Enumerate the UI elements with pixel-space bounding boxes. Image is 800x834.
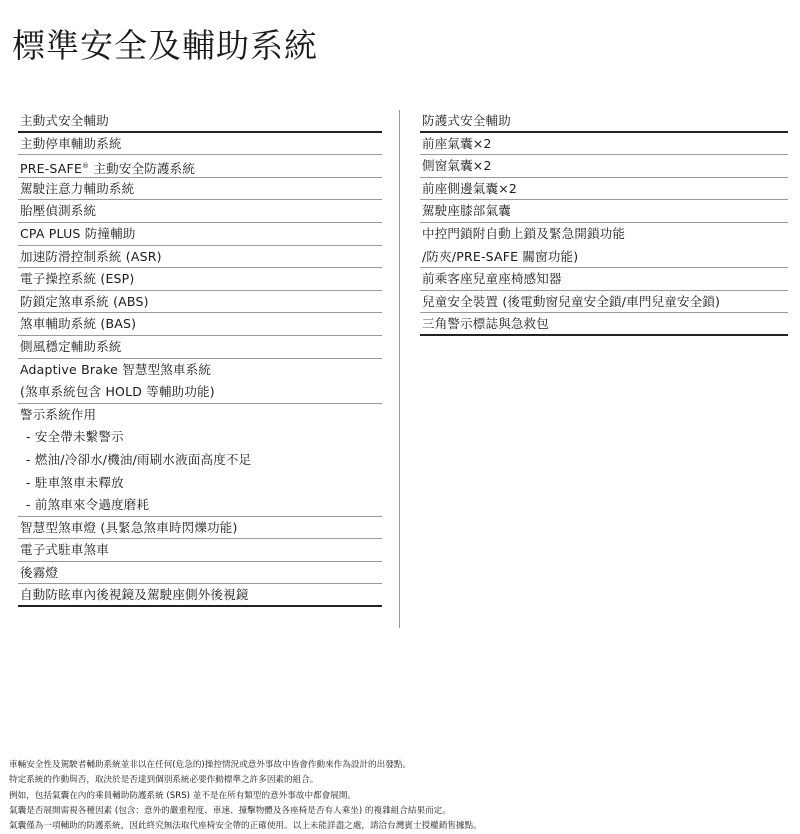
list-item: 前座側邊氣囊×2 <box>420 178 788 201</box>
page-title: 標準安全及輔助系統 <box>12 26 318 65</box>
column-divider <box>399 110 400 628</box>
list-subitem: - 燃油/冷卻水/機油/雨刷水液面高度不足 <box>26 451 252 467</box>
list-item-continued: (煞車系統包含 HOLD 等輔助功能) <box>18 381 382 404</box>
footnote-line: 氣囊是否展開需視各種因素 (包含：意外的嚴重程度、車速、撞擊物體及各座椅是否有人乘坐) 的複雜組合結果而定。 <box>9 805 451 816</box>
list-item: 煞車輔助系統 (BAS) <box>18 313 382 336</box>
list-item: 電子式駐車煞車 <box>18 539 382 562</box>
list-item: 警示系統作用 <box>20 406 97 422</box>
list-item: 加速防滑控制系統 (ASR) <box>18 246 382 269</box>
footnote-line: 例如，包括氣囊在內的乘員輔助防護系統 (SRS) 並不是在所有類型的意外事故中都會展開。 <box>9 790 357 801</box>
list-subitem: - 前煞車來令過度磨耗 <box>18 494 382 517</box>
list-item: 側風穩定輔助系統 <box>18 336 382 359</box>
footnote-line: 氣囊僅為一項輔助的防護系統，因此終究無法取代座椅安全帶的正確使用。以上未能詳盡之處，請洽台灣賓士授權銷售據點。 <box>9 821 482 832</box>
list-item: 胎壓偵測系統 <box>18 200 382 223</box>
list-item: 自動防眩車內後視鏡及駕駛座側外後視鏡 <box>18 584 382 607</box>
list-item: 電子操控系統 (ESP) <box>18 268 382 291</box>
list-item-pre-safe <box>18 155 382 178</box>
list-item: 兒童安全裝置 (後電動窗兒童安全鎖/車門兒童安全鎖) <box>420 291 788 314</box>
footnote-line: 特定系統的作動與否，取決於是否達到個別系統必要作動標準之許多因素的組合。 <box>9 775 319 786</box>
list-item-continued: /防夾/PRE-SAFE 關窗功能) <box>420 246 788 269</box>
footnote-line: 車輛安全性及駕駛者輔助系統並非以在任何(危急的)操控情況或意外事故中皆會作動來作為設計的出發點。 <box>9 760 412 770</box>
list-item: 主動停車輔助系統 <box>18 133 382 156</box>
passive-safety-header: 防護式安全輔助 <box>420 110 788 133</box>
list-item: 後霧燈 <box>18 562 382 585</box>
list-item: 駕駛注意力輔助系統 <box>18 178 382 201</box>
list-item: 中控門鎖附自動上鎖及緊急開鎖功能 <box>422 225 626 241</box>
list-item: 駕駛座膝部氣囊 <box>420 200 788 223</box>
list-item: 防鎖定煞車系統 (ABS) <box>18 291 382 314</box>
active-safety-header: 主動式安全輔助 <box>18 110 382 133</box>
footnotes <box>9 758 789 834</box>
list-subitem: - 安全帶未繫警示 <box>26 429 124 445</box>
list-item: 側窗氣囊×2 <box>420 155 788 178</box>
active-safety-column <box>18 110 382 607</box>
pre-safe-desc: 主動安全防護系統 <box>93 161 196 177</box>
list-subitem: - 駐車煞車未釋放 <box>26 474 124 490</box>
list-item: Adaptive Brake 智慧型煞車系統 <box>20 361 212 377</box>
registered-mark: ® <box>82 162 90 171</box>
list-item: 前座氣囊×2 <box>420 133 788 156</box>
list-item: 智慧型煞車燈 (具緊急煞車時閃爍功能) <box>18 517 382 540</box>
list-item: 前乘客座兒童座椅感知器 <box>420 268 788 291</box>
list-item: CPA PLUS 防撞輔助 <box>18 223 382 246</box>
list-item: 三角警示標誌與急救包 <box>420 313 788 336</box>
passive-safety-column <box>420 110 788 336</box>
pre-safe-label: PRE-SAFE <box>20 161 83 177</box>
